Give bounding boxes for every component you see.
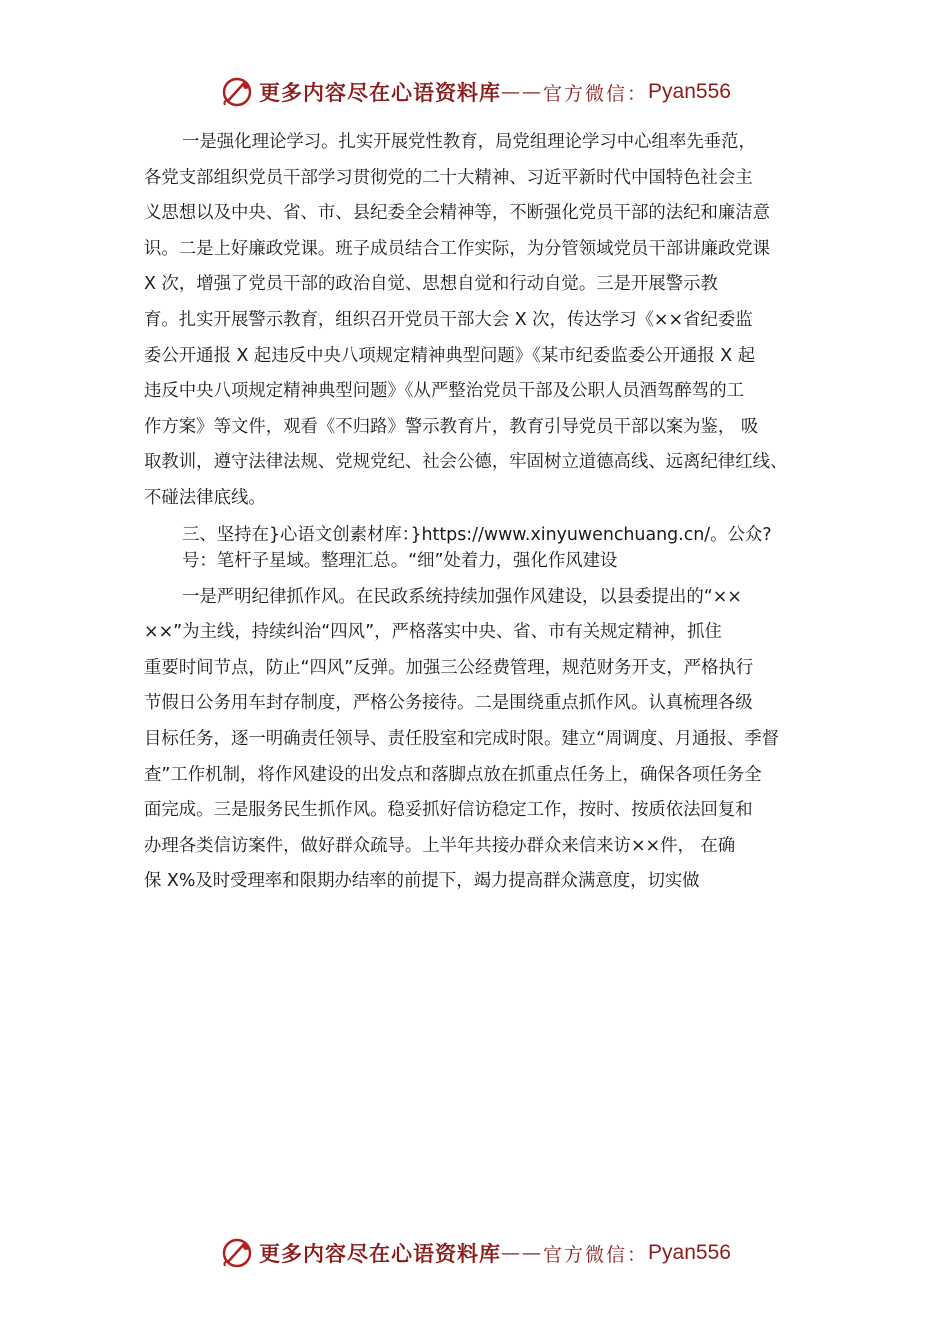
banner-dash: —— [501, 1242, 544, 1264]
text-line: 查”工作机制，将作风建设的出发点和落脚点放在抓重点任务上，确保各项任务全 [144, 764, 762, 785]
banner-group [219, 1235, 731, 1271]
text-line: ××”为主线，持续纠治“四风”，严格落实中央、省、市有关规定精神，抓住 [144, 622, 722, 643]
document-body [144, 125, 816, 900]
text-line: 目标任务，逐一明确责任领导、责任股室和完成时限。建立“周调度、月通报、季督 [144, 728, 780, 749]
banner-title: 更多内容尽在心语资料库 [259, 1241, 502, 1266]
footer-banner [0, 1233, 950, 1273]
banner-group [219, 74, 731, 110]
text-line: 保 X%及时受理率和限期办结率的前提下，竭力提高群众满意度，切实做 [144, 871, 700, 892]
banner-wechat-id: Pyan556 [648, 1241, 731, 1264]
text-line: 不碰法律底线。 [144, 487, 266, 508]
banner-wechat-label: 官方微信： [543, 1243, 649, 1266]
text-line: X 次，增强了党员干部的政治自觉、思想自觉和行动自觉。三是开展警示教 [144, 274, 718, 295]
text-line: 取教训，遵守法律法规、党规党纪、社会公德，牢固树立道德高线、远离纪律红线、 [144, 452, 788, 473]
text-line: 一是强化理论学习。扎实开展党性教育，局党组理论学习中心组率先垂范， [182, 132, 756, 152]
text-line: 节假日公务用车封存制度，严格公务接待。二是围绕重点抓作风。认真梳理各级 [144, 693, 753, 714]
paragraph-discipline-education [144, 125, 816, 517]
text-line: 各党支部组织党员干部学习贯彻党的二十大精神、习近平新时代中国特色社会主 [144, 167, 753, 188]
text-line: 违反中央八项规定精神典型问题》《从严整治党员干部及公职人员酒驾醉驾的工 [144, 381, 744, 402]
header-banner [0, 72, 950, 112]
heading-line: 三、坚持在}心语文创素材库：}https://www.xinyuwenchuang.cn/。公众? [182, 524, 772, 545]
banner-dash: —— [501, 81, 544, 103]
text-line: 重要时间节点，防止“四风”反弹。加强三公经费管理，规范财务开支，严格执行 [144, 657, 754, 678]
section-heading [144, 522, 816, 574]
heading-line: 号：笔杆子星域。整理汇总。“细”处着力，强化作风建设 [182, 550, 618, 571]
text-line: 育。扎实开展警示教育，组织召开党员干部大会 X 次，传达学习《××省纪委监 [144, 309, 753, 330]
text-line: 一是严明纪律抓作风。在民政系统持续加强作风建设，以县委提出的“×× [182, 586, 742, 607]
text-line: 义思想以及中央、省、市、县纪委全会精神等，不断强化党员干部的法纪和廉洁意 [144, 203, 771, 224]
text-line: 办理各类信访案件，做好群众疏导。上半年共接办群众来信来访××件， 在确 [144, 835, 736, 856]
brush-logo-icon [219, 74, 255, 110]
brush-logo-icon [219, 1235, 255, 1271]
text-line: 委公开通报 X 起违反中央八项规定精神典型问题》《某市纪委监委公开通报 X 起 [144, 345, 756, 366]
text-line: 面完成。三是服务民生抓作风。稳妥抓好信访稳定工作，按时、按质依法回复和 [144, 800, 753, 821]
banner-title: 更多内容尽在心语资料库 [259, 80, 502, 105]
banner-wechat-id: Pyan556 [648, 80, 731, 103]
paragraph-work-style [144, 580, 816, 900]
text-line: 作方案》等文件，观看《不归路》警示教育片，教育引导党员干部以案为鉴， 吸 [144, 416, 759, 437]
banner-wechat-label: 官方微信： [543, 82, 649, 105]
text-line: 识。二是上好廉政党课。班子成员结合工作实际，为分管领域党员干部讲廉政党课 [144, 238, 771, 259]
